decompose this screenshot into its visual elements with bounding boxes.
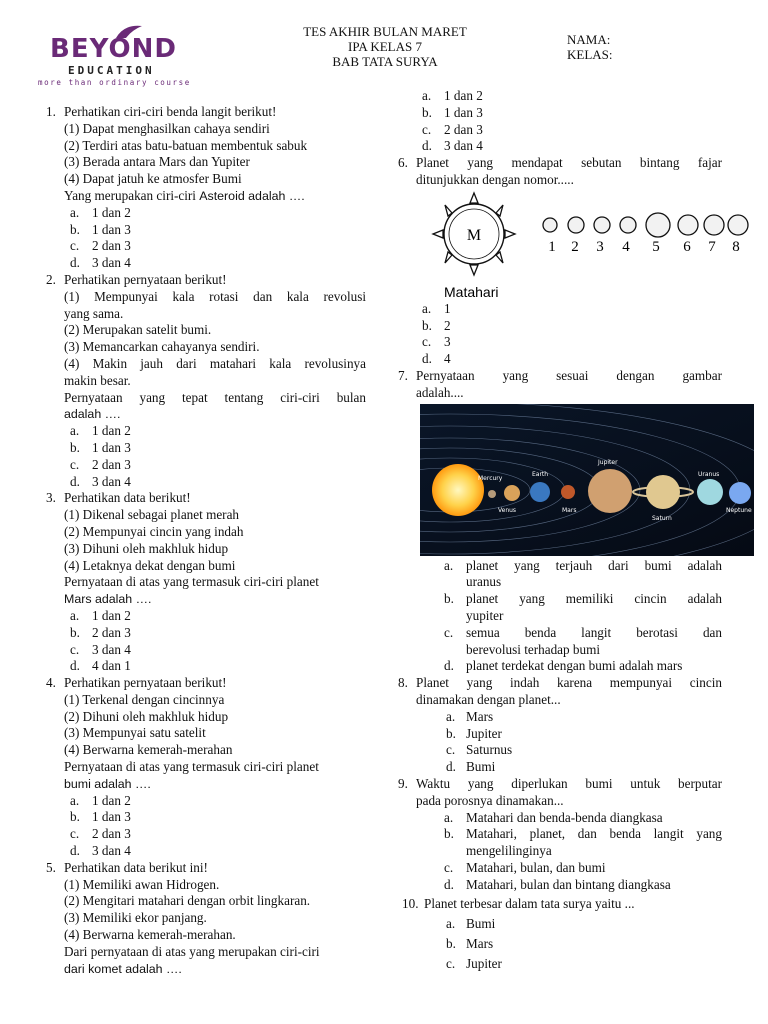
question-item: (2) Dihuni oleh makhluk hidup (64, 708, 229, 724)
option-letter: a. (70, 792, 80, 808)
question-prompt: Mars adalah …. (64, 592, 152, 607)
sun-caption: Matahari (444, 283, 499, 300)
option-text: 2 dan 3 (92, 238, 131, 254)
option-letter: d. (70, 843, 80, 859)
option-text: 1 dan 3 (92, 439, 131, 455)
question-item: (3) Dihuni oleh makhluk hidup (64, 540, 229, 556)
option-letter: b. (70, 439, 80, 455)
question-2 (46, 272, 366, 423)
question-10 (398, 896, 722, 913)
option-text: Jupiter (466, 956, 502, 972)
question-number: 7. (398, 367, 408, 383)
option-text: 1 dan 2 (92, 423, 131, 439)
question-1 (46, 104, 366, 205)
option-letter: c. (70, 456, 80, 472)
label-saturn: Saturn (652, 514, 672, 522)
option-letter: c. (70, 641, 80, 657)
question-3 (46, 490, 366, 608)
question-text: Perhatikan data berikut ini! (64, 859, 208, 875)
option-letter: c. (446, 956, 456, 972)
label-mercury: Mercury (478, 474, 503, 482)
answer-option[interactable] (46, 809, 366, 826)
option-text: Matahari, planet, dan benda langit yang (466, 826, 722, 842)
option-letter: b. (70, 809, 80, 825)
question-item: (3) Memiliki ekor panjang. (64, 910, 207, 926)
question-text: dinamakan dengan planet... (416, 691, 561, 707)
student-info (567, 32, 613, 62)
question-text: Perhatikan pernyataan berikut! (64, 271, 227, 287)
answer-option[interactable] (398, 759, 722, 776)
planet-row (543, 213, 748, 255)
answer-option[interactable] (398, 742, 722, 759)
question-text: ditunjukkan dengan nomor..... (416, 171, 574, 187)
answer-option[interactable] (398, 318, 722, 335)
header-line-2: IPA KELAS 7 (348, 39, 422, 54)
answer-option[interactable] (398, 860, 722, 877)
option-letter: d. (70, 658, 80, 674)
option-letter: c. (70, 826, 80, 842)
option-letter: c. (422, 121, 432, 137)
question-number: 4. (46, 675, 56, 691)
question-item: (1) Dapat menghasilkan cahaya sendiri (64, 120, 270, 136)
option-text: 1 dan 3 (92, 809, 131, 825)
option-text: 1 dan 2 (92, 792, 131, 808)
question-item: (2) Mempunyai cincin yang indah (64, 523, 244, 539)
option-letter: b. (422, 104, 432, 120)
question-prompt: Pernyataan yang tepat tentang ciri-ciri bulan (64, 389, 366, 405)
answer-option[interactable] (46, 658, 366, 675)
planet-4-icon (620, 217, 636, 233)
planet-number: 1 (548, 238, 556, 255)
question-prompt: adalah …. (64, 407, 121, 422)
planet-7-icon (704, 215, 724, 235)
prompt-part: Asteroid adalah …. (199, 188, 305, 203)
option-letter: b. (446, 725, 456, 741)
question-8 (398, 675, 722, 709)
planet-number: 5 (652, 238, 660, 255)
option-letter: b. (70, 624, 80, 640)
option-text: 3 dan 4 (92, 473, 131, 489)
question-item: (4) Berwarna kemerah-merahan (64, 742, 233, 758)
option-text: 1 dan 2 (444, 88, 483, 103)
logo-sub: EDUCATION (68, 64, 155, 77)
answer-option[interactable] (46, 255, 366, 272)
answer-option[interactable] (398, 709, 722, 726)
question-item: (4) Letaknya dekat dengan bumi (64, 557, 236, 573)
sun-letter: M (466, 226, 482, 244)
answer-option[interactable] (398, 954, 722, 974)
option-text: 3 dan 4 (92, 255, 131, 271)
question-9 (398, 776, 722, 810)
answer-option[interactable] (398, 591, 722, 625)
question-item: (1) Memiliki awan Hidrogen. (64, 876, 220, 892)
question-number: 5. (46, 859, 56, 875)
planet-number: 2 (571, 238, 579, 255)
solar-system-diagram (398, 189, 740, 301)
answer-option[interactable] (46, 642, 366, 659)
answer-option[interactable] (398, 810, 722, 827)
answer-option[interactable] (398, 877, 722, 894)
option-letter: a. (446, 708, 456, 724)
option-letter: d. (444, 658, 454, 674)
answer-option[interactable] (398, 122, 722, 139)
right-column (398, 88, 752, 974)
label-jupiter: Jupiter (598, 458, 618, 466)
answer-option[interactable] (398, 826, 722, 860)
question-item: (4) Makin jauh dari matahari kala revolusinya (64, 355, 366, 371)
question-item: (3) Berada antara Mars dan Yupiter (64, 154, 250, 170)
question-text: Perhatikan pernyataan berikut! (64, 675, 227, 691)
option-text: 2 (444, 317, 451, 333)
question-number: 3. (46, 490, 56, 506)
question-text: Planet terbesar dalam tata surya yaitu ... (424, 895, 635, 911)
question-text: Planet yang indah karena mempunyai cincin (416, 675, 722, 691)
question-text: Planet yang mendapat sebutan bintang fajar (416, 155, 722, 171)
question-item: (1) Mempunyai kala rotasi dan kala revolusi (64, 288, 366, 304)
option-text: mengelilinginya (466, 843, 552, 859)
option-text: planet yang memiliki cincin adalah (466, 591, 722, 607)
option-text: 3 dan 4 (444, 138, 483, 154)
question-item: (3) Memancarkan cahayanya sendiri. (64, 339, 260, 355)
question-prompt: bumi adalah …. (64, 776, 151, 791)
option-letter: c. (446, 742, 456, 758)
option-text: 2 dan 3 (92, 456, 131, 472)
option-letter: a. (70, 204, 80, 220)
answer-option[interactable] (46, 222, 366, 239)
answer-option[interactable] (398, 334, 722, 351)
exam-header (250, 24, 520, 69)
question-item: (1) Dikenal sebagai planet merah (64, 507, 240, 523)
question-number: 2. (46, 271, 56, 287)
question-prompt: Dari pernyataan di atas yang merupakan ciri-ciri (64, 943, 320, 959)
option-text: Mars (466, 708, 494, 724)
option-letter: b. (70, 221, 80, 237)
question-item: makin besar. (64, 372, 131, 388)
planet-3-icon (594, 217, 610, 233)
option-text: planet terdekat dengan bumi adalah mars (466, 658, 683, 674)
question-item: (4) Dapat jatuh ke atmosfer Bumi (64, 171, 242, 187)
option-letter: a. (446, 916, 456, 932)
option-text: Saturnus (466, 742, 513, 758)
option-letter: c. (444, 859, 454, 875)
answer-option[interactable] (46, 238, 366, 255)
option-text: Mars (466, 936, 494, 952)
question-item: (1) Terkenal dengan cincinnya (64, 691, 225, 707)
option-text: 1 dan 3 (92, 221, 131, 237)
question-prompt: dari komet adalah …. (64, 961, 182, 976)
option-text: 3 dan 4 (92, 641, 131, 657)
option-text: planet yang terjauh dari bumi adalah (466, 557, 722, 573)
option-text: Bumi (466, 916, 496, 932)
answer-option[interactable] (46, 793, 366, 810)
answer-option[interactable] (46, 826, 366, 843)
answer-option[interactable] (398, 301, 722, 318)
option-text: 4 (444, 351, 451, 367)
answer-option[interactable] (398, 658, 722, 675)
option-text: 1 (444, 300, 451, 316)
option-letter: b. (446, 936, 456, 952)
label-neptune: Neptune (726, 506, 752, 514)
planet-6-icon (678, 215, 698, 235)
answer-option[interactable] (46, 205, 366, 222)
option-letter: c. (70, 238, 80, 254)
label-venus: Venus (498, 506, 517, 514)
logo (38, 24, 204, 87)
planet-number: 3 (596, 238, 604, 255)
logo-main: BEYOND (50, 34, 177, 64)
name-label: NAMA: (567, 32, 611, 47)
logo-tagline: more than ordinary course (38, 78, 191, 87)
option-text: 3 dan 4 (92, 843, 131, 859)
planet-number: 7 (708, 238, 716, 255)
option-letter: a. (422, 88, 432, 103)
solar-system-image (420, 404, 754, 556)
option-text: yupiter (466, 607, 504, 623)
question-number: 1. (46, 104, 56, 119)
option-text: semua benda langit berotasi dan (466, 624, 722, 640)
answer-option[interactable] (398, 934, 722, 954)
option-text: Bumi (466, 759, 496, 775)
answer-option[interactable] (398, 88, 722, 105)
question-number: 10. (402, 895, 419, 911)
option-text: 1 dan 3 (444, 104, 483, 120)
option-text: 1 dan 2 (92, 204, 131, 220)
header-line-1: TES AKHIR BULAN MARET (303, 24, 467, 39)
question-prompt (64, 188, 366, 205)
answer-option[interactable] (398, 914, 722, 934)
option-text: Matahari, bulan dan bintang diangkasa (466, 876, 671, 892)
planet-number: 8 (732, 238, 740, 255)
question-text: Perhatikan data berikut! (64, 490, 191, 506)
option-text: uranus (466, 574, 502, 590)
question-item: (4) Berwarna kemerah-merahan. (64, 927, 236, 943)
option-letter: a. (70, 423, 80, 439)
question-number: 9. (398, 775, 408, 791)
left-column (46, 104, 366, 977)
option-letter: d. (70, 473, 80, 489)
option-text: 2 dan 3 (92, 624, 131, 640)
answer-option[interactable] (398, 558, 722, 592)
answer-option[interactable] (398, 105, 722, 122)
option-letter: a. (444, 809, 454, 825)
option-text: 1 dan 2 (92, 607, 131, 623)
answer-option[interactable] (46, 440, 366, 457)
option-letter: b. (422, 317, 432, 333)
option-letter: d. (422, 351, 432, 367)
option-letter: a. (70, 607, 80, 623)
question-5 (46, 860, 366, 978)
question-item: (3) Mempunyai satu satelit (64, 725, 206, 741)
class-label: KELAS: (567, 47, 613, 62)
option-letter: b. (444, 591, 454, 607)
planet-2-icon (568, 217, 584, 233)
answer-option[interactable] (398, 351, 722, 368)
option-letter: a. (444, 557, 454, 573)
question-item: yang sama. (64, 305, 124, 321)
answer-option[interactable] (398, 138, 722, 155)
question-text: Perhatikan ciri-ciri benda langit berikut! (64, 104, 277, 119)
question-text: Waktu yang diperlukan bumi untuk berputar (416, 775, 722, 791)
option-text: 2 dan 3 (92, 826, 131, 842)
option-text: Matahari, bulan, dan bumi (466, 859, 606, 875)
answer-option[interactable] (46, 423, 366, 440)
option-letter: d. (422, 138, 432, 154)
solar-system-photo (420, 404, 752, 558)
question-text: pada porosnya dinamakan... (416, 792, 564, 808)
option-text: 2 dan 3 (444, 121, 483, 137)
question-number: 8. (398, 675, 408, 691)
answer-option[interactable] (46, 474, 366, 491)
option-letter: d. (446, 759, 456, 775)
answer-option[interactable] (46, 457, 366, 474)
answer-option[interactable] (46, 843, 366, 860)
label-mars: Mars (562, 506, 577, 514)
question-item: (2) Mengitari matahari dengan orbit lingkaran. (64, 893, 311, 909)
option-letter: b. (444, 826, 454, 842)
option-letter: a. (422, 300, 432, 316)
planet-5-icon (646, 213, 670, 237)
question-item: (2) Merupakan satelit bumi. (64, 322, 212, 338)
label-earth: Earth (532, 470, 549, 478)
question-4 (46, 675, 366, 793)
option-text: berevolusi terhadap bumi (466, 641, 601, 657)
question-number: 6. (398, 155, 408, 171)
answer-option[interactable] (398, 726, 722, 743)
option-text: Jupiter (466, 725, 502, 741)
sun-planets-illustration (424, 189, 768, 301)
question-text: Pernyataan yang sesuai dengan gambar (416, 367, 722, 383)
planet-number: 6 (683, 238, 691, 255)
label-uranus: Uranus (698, 470, 720, 478)
planet-number: 4 (622, 238, 630, 255)
question-prompt: Pernyataan di atas yang termasuk ciri-ciri planet (64, 574, 319, 590)
header-line-3: BAB TATA SURYA (332, 54, 438, 69)
planet-8-icon (728, 215, 748, 235)
answer-option[interactable] (46, 608, 366, 625)
answer-option[interactable] (398, 625, 722, 659)
option-letter: d. (70, 255, 80, 271)
question-7 (398, 368, 722, 402)
question-6 (398, 155, 722, 189)
answer-option[interactable] (46, 625, 366, 642)
option-letter: c. (422, 334, 432, 350)
question-text: adalah.... (416, 384, 464, 400)
option-text: 4 dan 1 (92, 658, 131, 674)
option-letter: d. (444, 876, 454, 892)
prompt-part: Yang merupakan ciri-ciri (64, 187, 200, 203)
option-text: 3 (444, 334, 451, 350)
option-text: Matahari dan benda-benda diangkasa (466, 809, 663, 825)
option-letter: c. (444, 624, 454, 640)
question-prompt: Pernyataan di atas yang termasuk ciri-ciri planet (64, 759, 319, 775)
planet-1-icon (543, 218, 557, 232)
question-item: (2) Terdiri atas batu-batuan membentuk sabuk (64, 137, 308, 153)
